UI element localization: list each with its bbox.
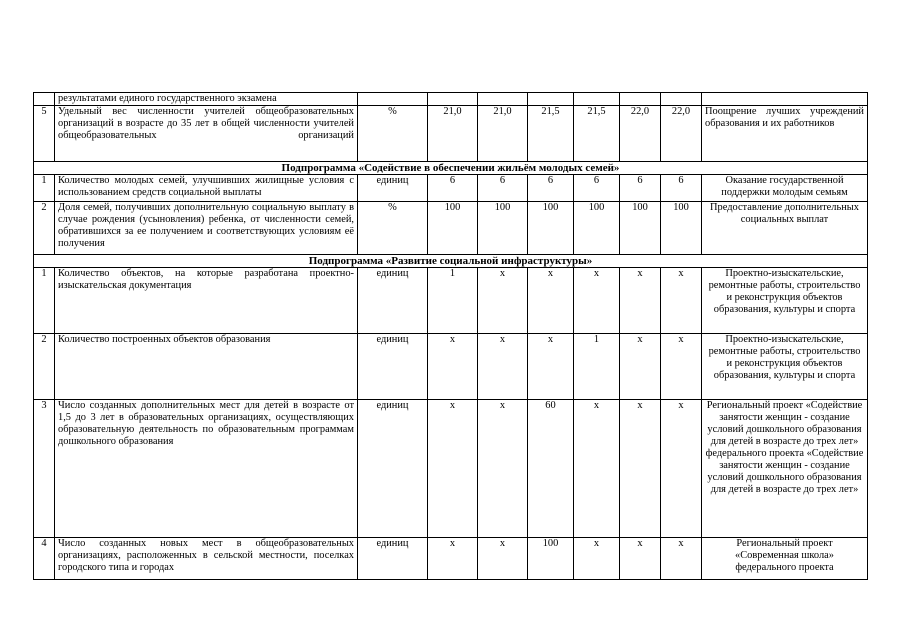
row-number: 4 xyxy=(34,538,55,580)
indicator-text: Доля семей, получивших дополнительную социальную выплату в случае рождения (усыновления) ребенка, от численности семей, обратившихся за ее получением и соответствующих условиям её получения xyxy=(55,202,358,255)
note-text: Поощрение лучших учреждений образования и их работников xyxy=(702,106,868,162)
unit-cell: единиц xyxy=(358,400,428,538)
value-cell: 1 xyxy=(574,334,620,400)
note-text: Оказание государственной поддержки молодым семьям xyxy=(702,175,868,202)
value-cell: x xyxy=(428,400,478,538)
unit-cell: единиц xyxy=(358,538,428,580)
table-row xyxy=(34,538,868,580)
value-cell: x xyxy=(661,268,702,334)
value-cell: 100 xyxy=(478,202,528,255)
table-row xyxy=(34,106,868,162)
indicator-text: Число созданных дополнительных мест для детей в возрасте от 1,5 до 3 лет в образовательных организациях, осуществляющих образовательную деятельность по образовательным программам дошкольного образования xyxy=(55,400,358,538)
section-title: Подпрограмма «Развитие социальной инфраструктуры» xyxy=(34,255,868,268)
value-cell: x xyxy=(620,538,661,580)
value-cell: 6 xyxy=(528,175,574,202)
section-title: Подпрограмма «Содействие в обеспечении жильём молодых семей» xyxy=(34,162,868,175)
unit-cell: % xyxy=(358,106,428,162)
row-number: 3 xyxy=(34,400,55,538)
value-cell: x xyxy=(661,334,702,400)
value-cell: 100 xyxy=(428,202,478,255)
value-cell: 6 xyxy=(661,175,702,202)
indicator-text: Число созданных новых мест в общеобразовательных организациях, расположенных в сельской местности, поселках городского типа и городах xyxy=(55,538,358,580)
indicators-table xyxy=(33,92,868,580)
value-cell: 21,0 xyxy=(428,106,478,162)
note-text: Предоставление дополнительных социальных выплат xyxy=(702,202,868,255)
note-text: Проектно-изыскательские, ремонтные работы, строительство и реконструкция объектов образования, культуры и спорта xyxy=(702,268,868,334)
value-cell: 100 xyxy=(661,202,702,255)
row-number: 1 xyxy=(34,268,55,334)
value-cell: 21,5 xyxy=(574,106,620,162)
value-cell: 22,0 xyxy=(620,106,661,162)
indicator-text: Удельный вес численности учителей общеобразовательных организаций в возрасте до 35 лет в общей численности учителей общеобразовательных организаций xyxy=(55,106,358,162)
table-row xyxy=(34,202,868,255)
value-cell: x xyxy=(620,400,661,538)
value-cell: 1 xyxy=(428,268,478,334)
value-cell: 21,5 xyxy=(528,106,574,162)
table-row xyxy=(34,175,868,202)
row-number: 5 xyxy=(34,106,55,162)
note-text: Региональный проект «Содействие занятости женщин - создание условий дошкольного образования для детей в возрасте до трех лет» федерального проекта «Содействие занятости женщин - создание условий дошкольного образования для детей в возрасте до трех лет» xyxy=(702,400,868,538)
unit-cell: единиц xyxy=(358,175,428,202)
value-cell: x xyxy=(574,268,620,334)
unit-cell: % xyxy=(358,202,428,255)
value-cell: 6 xyxy=(428,175,478,202)
value-cell: x xyxy=(428,334,478,400)
value-cell: 100 xyxy=(528,538,574,580)
value-cell: x xyxy=(620,268,661,334)
row-number: 1 xyxy=(34,175,55,202)
value-cell: x xyxy=(478,400,528,538)
indicator-text: Количество построенных объектов образования xyxy=(55,334,358,400)
value-cell: x xyxy=(528,334,574,400)
value-cell: x xyxy=(620,334,661,400)
value-cell: 21,0 xyxy=(478,106,528,162)
note-text: Проектно-изыскательские, ремонтные работы, строительство и реконструкция объектов образования, культуры и спорта xyxy=(702,334,868,400)
value-cell: 100 xyxy=(620,202,661,255)
value-cell: 100 xyxy=(574,202,620,255)
row-number: 2 xyxy=(34,334,55,400)
table-row xyxy=(34,400,868,538)
table-row xyxy=(34,93,868,106)
value-cell: 6 xyxy=(620,175,661,202)
table-row xyxy=(34,334,868,400)
unit-cell: единиц xyxy=(358,268,428,334)
unit-cell: единиц xyxy=(358,334,428,400)
value-cell: 100 xyxy=(528,202,574,255)
value-cell: 6 xyxy=(574,175,620,202)
value-cell: x xyxy=(528,268,574,334)
value-cell: x xyxy=(428,538,478,580)
row-number: 2 xyxy=(34,202,55,255)
value-cell: x xyxy=(574,538,620,580)
value-cell: 22,0 xyxy=(661,106,702,162)
table-row xyxy=(34,268,868,334)
value-cell: x xyxy=(574,400,620,538)
value-cell: x xyxy=(478,538,528,580)
value-cell: 6 xyxy=(478,175,528,202)
indicator-text: Количество молодых семей, улучшивших жилищные условия с использованием средств социальной выплаты xyxy=(55,175,358,202)
note-text: Региональный проект «Современная школа» федерального проекта xyxy=(702,538,868,580)
value-cell: x xyxy=(661,400,702,538)
value-cell: x xyxy=(661,538,702,580)
value-cell: x xyxy=(478,268,528,334)
section-header-row xyxy=(34,162,868,175)
row-number xyxy=(34,93,55,106)
section-header-row xyxy=(34,255,868,268)
indicator-text: результатами единого государственного экзамена xyxy=(55,93,358,106)
indicator-text: Количество объектов, на которые разработана проектно-изыскательская документация xyxy=(55,268,358,334)
value-cell: x xyxy=(478,334,528,400)
value-cell: 60 xyxy=(528,400,574,538)
